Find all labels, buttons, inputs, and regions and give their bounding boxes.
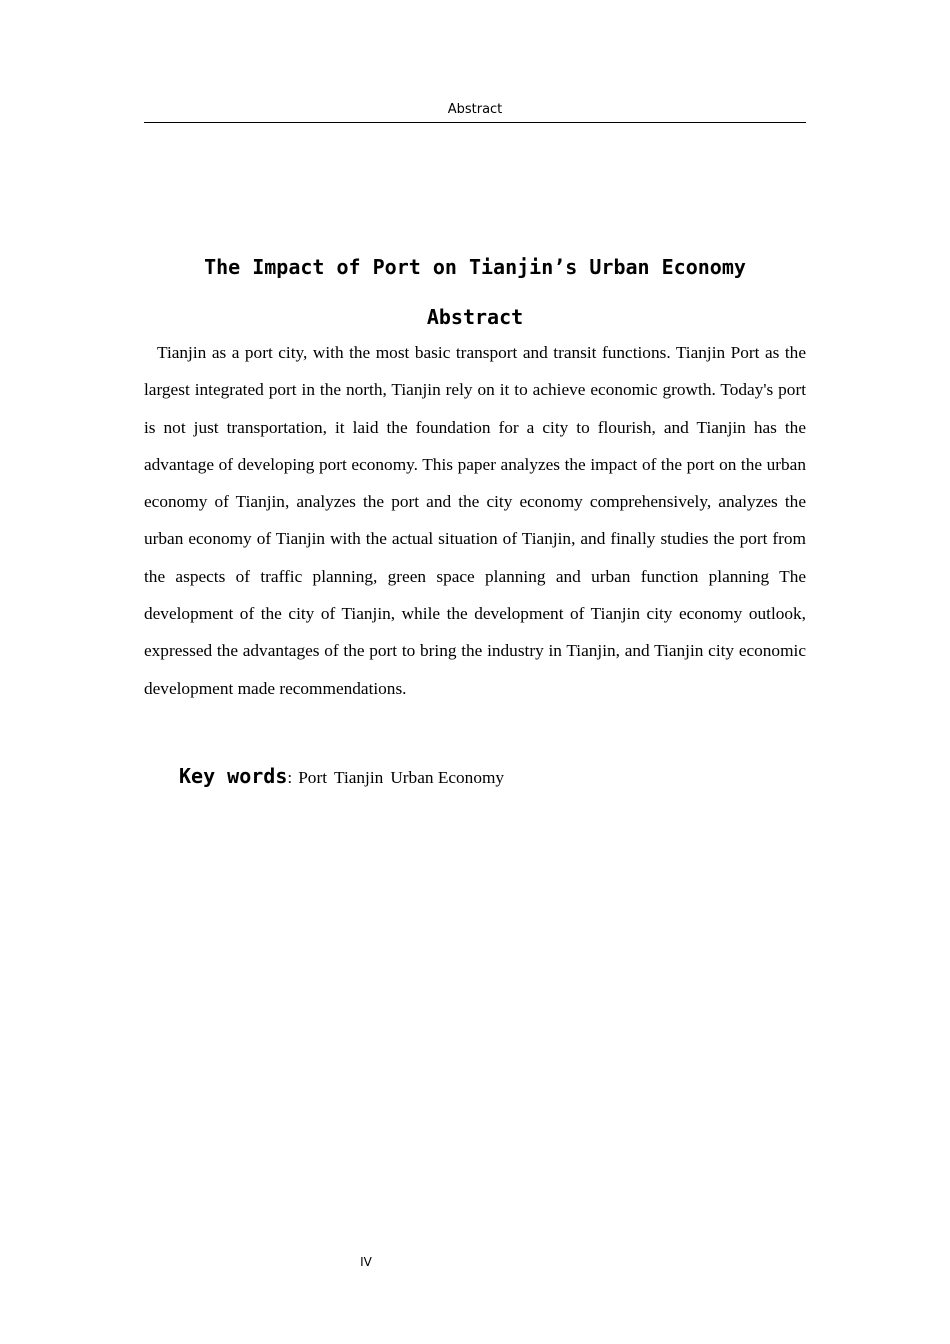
keywords-line xyxy=(179,760,511,795)
keywords-label: Key words xyxy=(179,764,288,788)
keyword-item: Urban Economy xyxy=(390,768,505,787)
document-title: The Impact of Port on Tianjin’s Urban Economy xyxy=(204,255,746,279)
keyword-item: Port xyxy=(298,768,327,787)
keywords-separator: : xyxy=(287,768,293,787)
keyword-item: Tianjin xyxy=(334,768,384,787)
page-header xyxy=(144,100,806,123)
abstract-heading: Abstract xyxy=(426,305,524,329)
running-title: Abstract xyxy=(447,102,503,117)
abstract-paragraph: Tianjin as a port city, with the most basic transport and transit functions. Tianjin Port as the largest integrated port in the north, Tianjin rely on it to achieve economic growth. Today's port is not just transportation, it laid the foundation for a city to flourish, and Tianjin has the advantage of developing port economy. This paper analyzes the impact of the port on the urban economy of Tianjin, analyzes the port and the city economy comprehensively, analyzes the urban economy of Tianjin with the actual situation of Tianjin, and finally studies the port from the aspects of traffic planning, green space planning and urban function planning The development of the city of Tianjin, while the development of Tianjin city economy outlook, expressed the advantages of the port to bring the industry in Tianjin, and Tianjin city economic development made recommendations. xyxy=(144,343,806,698)
page-number: IV xyxy=(360,1255,372,1269)
